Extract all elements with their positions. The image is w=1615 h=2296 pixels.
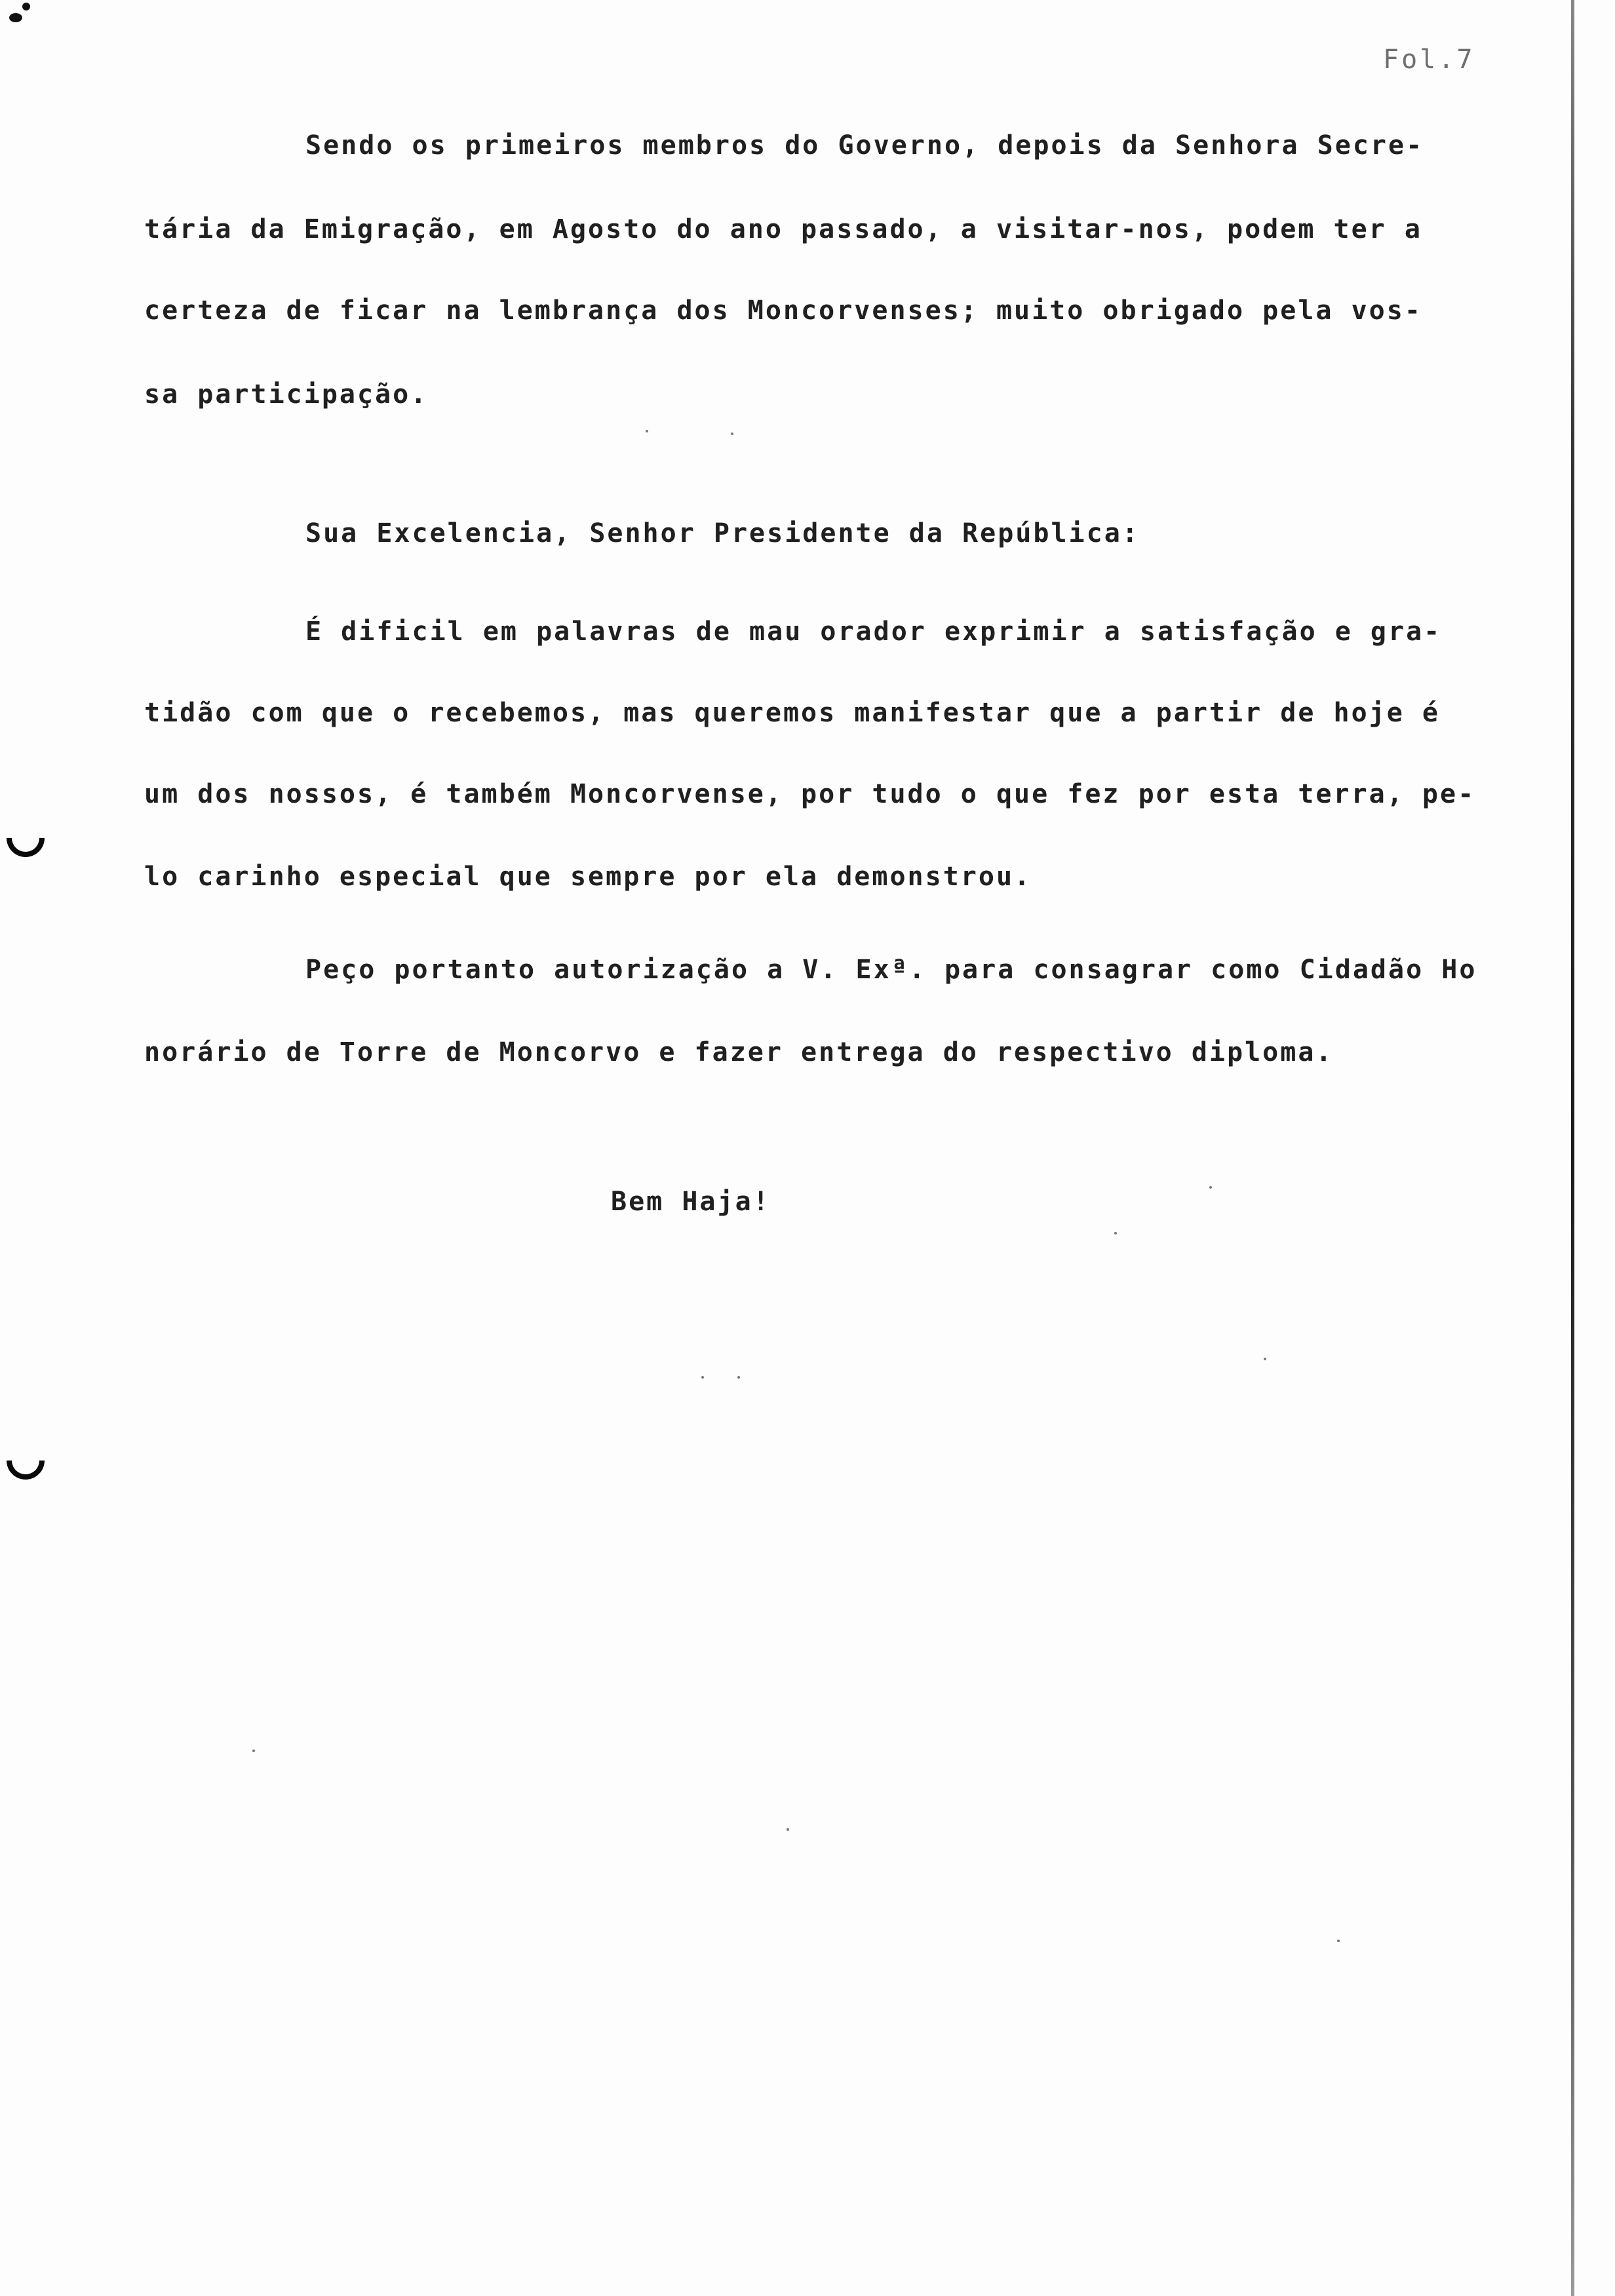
paragraph-line: tária da Emigração, em Agosto do ano passado, a visitar-nos, podem ter a — [144, 214, 1422, 244]
salutation: Sua Excelencia, Senhor Presidente da República: — [305, 518, 1140, 548]
paragraph-line: Sendo os primeiros membros do Governo, depois da Senhora Secre- — [305, 130, 1424, 161]
page-edge-shadow — [1571, 0, 1574, 2296]
paragraph-line: norário de Torre de Moncorvo e fazer entrega do respectivo diploma. — [144, 1037, 1334, 1067]
paper-speck — [1337, 1940, 1340, 1942]
paper-speck — [737, 1376, 740, 1379]
paragraph-line: um dos nossos, é também Moncorvense, por tudo o que fez por esta terra, pe- — [144, 779, 1476, 809]
paragraph-line: tidão com que o recebemos, mas queremos manifestar que a partir de hoje é — [144, 698, 1440, 728]
paper-speck — [1209, 1186, 1212, 1189]
closing-line: Bem Haja! — [611, 1187, 771, 1217]
paper-speck — [731, 432, 733, 435]
paper-speck — [787, 1828, 789, 1831]
paragraph-line: certeza de ficar na lembrança dos Moncorvenses; muito obrigado pela vos- — [144, 296, 1422, 326]
paper-speck — [1114, 1232, 1117, 1234]
paragraph-line: sa participação. — [144, 379, 429, 410]
paragraph-line: É dificil em palavras de mau orador exprimir a satisfação e gra- — [305, 617, 1442, 647]
paragraph-line: Peço portanto autorização a V. Exª. para consagrar como Cidadão Ho — [305, 955, 1477, 985]
paper-speck — [1264, 1358, 1266, 1360]
folio-number: Fol.7 — [1383, 45, 1475, 75]
paragraph-line: lo carinho especial que sempre por ela demonstrou. — [144, 862, 1032, 892]
staple-mark — [22, 3, 30, 10]
paper-speck — [646, 430, 648, 432]
paper-speck — [252, 1750, 255, 1752]
punch-hole — [0, 811, 52, 865]
staple-mark — [9, 13, 22, 22]
paper-speck — [701, 1376, 704, 1379]
punch-hole — [0, 1434, 52, 1487]
